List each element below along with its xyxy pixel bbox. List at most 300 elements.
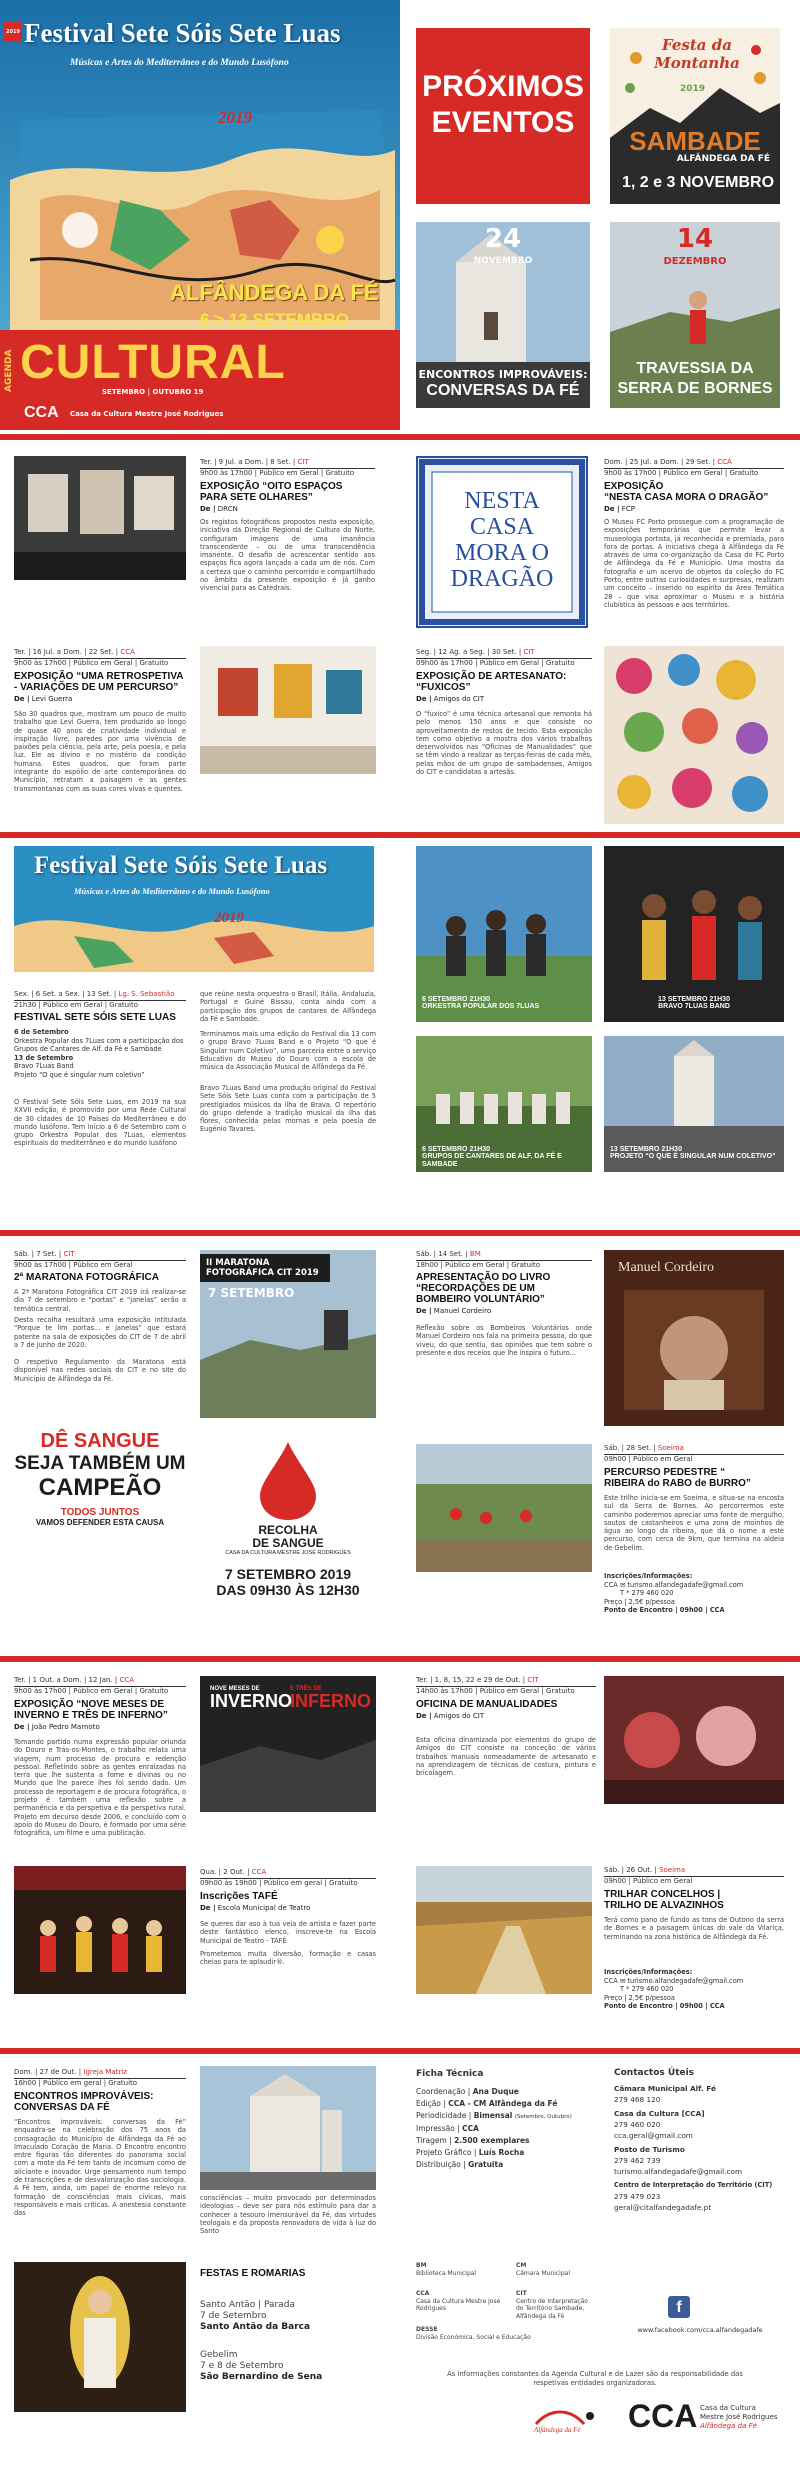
sangue-l4: TODOS JUNTOS [60,1507,140,1518]
recolha-l2: DE SANGUE [252,1536,324,1550]
festival-cap-4a: 13 SETEMBRO 21H30 [610,1146,682,1153]
fuxicos-by-label: De | [416,695,432,703]
festival-title: FESTIVAL SETE SÓIS SETE LUAS [14,1012,176,1023]
maratona-meta [14,1250,186,1270]
contactos-uteis [614,2068,786,2213]
bombeiro-text: Reflexão sobre os Bombeiros Voluntários onde Manuel Cordeiro nos fala na primeira pessoa, do que viveu, do que sentiu, das opiniões que tem sobre o presente e dos receios que lhe inspira o futuro... [416,1324,592,1357]
ficha-value: 2.500 exemplares [454,2136,530,2145]
fuxicos-meta [416,648,592,668]
inverno-book-l3: E TRÊS DE [290,1686,322,1692]
maratona-title: 2ª MARATONA FOTOGRÁFICA [14,1272,159,1283]
footer-cca-text [700,2404,777,2431]
oito-text: Os registos fotográficos propostos nesta exposição, iniciativa da Direção Regional de Cultura do Norte, configuram imagens de uma imanência transcendente – ou de uma transcendência imanente. O desafio de acrescentar sentido aos espaços fica agora lançado a cada um de nós. Com a certeza que o caminho percorrido e compartilhado no âmbito da presente exposição é já ganho vivencial para as Catedrais. [200,518,375,593]
ficha-period-note: (Setembro, Outubro) [514,2114,572,2120]
dragao-by: FCP [621,505,635,513]
cover-year-badge: 2019 [4,22,22,42]
ficha-value: Luís Rocha [478,2148,525,2157]
bombeiro-time: 18h00 | Público em Geral | Gratuito [416,1261,541,1269]
sched1-text: Orkestra Popular dos 7Luas com a participação dos Grupos de Cantares de Alf. da Fé e Sambade [14,1036,184,1053]
inverno-meta [14,1676,186,1696]
tafe-time: 09h00 às 19h00 | Público em geral | Gratuito [200,1879,358,1887]
recolha-date: 7 SETEMBRO 2019 [224,1566,352,1582]
inverno-book-l1: NOVE MESES DE [210,1686,260,1692]
maratona-poster-label [200,1254,330,1282]
dragao-tile-line-1: NESTA [464,488,540,514]
festa-town: ALFÂNDEGA DA FÉ [676,154,770,164]
trilhar-meta [604,1866,784,1886]
festival-text-right-3: Bravo 7Luas Band uma produção original do Festival Sete Sóis Sete Luas conta com a participação de 5 prestigiados músicos da ilha de Brava. O repertório do grupo defende a tradição musical da ilha das flores, conhecida pelas mornas e pela poesia de Eugénio Tavares. [200,1084,376,1134]
percurso-ponto: Ponto de Encontro | 09h00 | CCA [604,1606,725,1614]
festival-photo-1 [416,846,592,1022]
manual-meta [416,1676,596,1696]
percurso-venue: Soeima [657,1444,684,1452]
sched1-date: 6 de Setembro [14,1028,69,1036]
inverno-venue: CCA [119,1676,135,1684]
footer-muni-logo [530,2402,610,2438]
festival-cap-4 [610,1146,776,1161]
inverno-by-label: De | [14,1723,30,1731]
encontros-date: Dom. | 27 de Out. | [14,2068,82,2076]
muni-logo-text: Alfândega da Fé [534,2426,581,2434]
encontros-photo [200,2066,376,2190]
festival-text-right-1: que reúne nesta orquestra o Brasil, Itália, Andaluzia, Portugal e Guiné Bissau, conta ainda com a participação dos grupos de cantares de Alfândega da Fé e Sambade. [200,990,376,1023]
trilhar-venue: Soeima [659,1866,686,1874]
maratona-time: 9h00 às 17h00 | Público em Geral [14,1261,133,1269]
c4-name: Centro de Interpretação do Território (CIT) [614,2181,773,2189]
trilhar-price: Preço | 2,5€ p/pessoa [604,1993,675,2002]
inverno-text: Tomando partido numa expressão popular oriunda do Douro e Trás-os-Montes, o trabalho relata uma viagem, num processo de procura e redenção pessoal. Refletindo sobre as gentes enraizadas na terra que lhe sustenta a fome e divinas ou no Mundo que lhe parece lhes foi sendo dado. Um processo de reportagem e de procura fotográfica, o projeto é também uma reflexão sobre a permanência e da perspetiva e da perspetiva rural. Projeto em decurso desde 2006, e concluído com o apoio do Museu do Douro, é formado por uma série fotográfica, um filme e uma publicação. [14,1738,186,1838]
festa-place: SAMBADE [629,126,761,156]
dragao-title-2: “NESTA CASA MORA O DRAGÃO” [604,492,769,503]
ficha-row [416,2135,596,2147]
festa-dates: 1, 2 e 3 NOVEMBRO [622,174,775,191]
retro-photo [200,646,376,774]
oito-author [200,505,238,513]
encontros-venue: Igreja Matriz [83,2068,127,2076]
autumn-trail-photo [416,1866,592,1994]
ficha-rows [416,2086,596,2171]
bombeiro-by-label: De | [416,1307,432,1315]
bombeiro-cover-author: Manuel Cordeiro [618,1260,715,1275]
maratona-text-1: A 2ª Maratona Fotográfica CIT 2019 irá realizar-se dia 7 de setembro e “portas” e “janelas” serão a temática central. [14,1288,186,1313]
trilhar-insc: Inscrições/Informações: [604,1968,693,1976]
tafe-title: Inscrições TAFÉ [200,1891,278,1902]
percurso-text: Este trilho inicia-se em Soeima, e situa-se na encosta sul da Serra de Bornes. Ao percorrermos este caminho poderemos apreciar uma fonte de mergulho, soutos de castanheiros e uma zona de moinhos de água ao longo da ribeira, que dá o nome a este percurso, com cerca de 9km, que termina na aldeia de Gebelim. [604,1494,784,1552]
festival-banner-title: Festival Sete Sóis Sete Luas [34,852,328,879]
trilhar-ponto: Ponto de Encontro | 09h00 | CCA [604,2002,725,2010]
tafe-meta [200,1868,376,1888]
ficha-row [416,2110,596,2123]
legend-bm-key: BM [416,2262,427,2269]
festa-1-date: 7 de Setembro [200,2311,267,2321]
bombeiro-title-1: APRESENTAÇÃO DO LIVRO [416,1272,551,1283]
bombeiro-by: Manuel Cordeiro [433,1307,492,1315]
maratona-text-2: Desta recolha resultará uma exposição intitulada “Porque te lim portas... e janelas” que estará patente na sala de exposições do CIT de 7 de abril a 7 de junho de 2020. [14,1316,186,1349]
percurso-photo [416,1444,592,1572]
legend-cit [516,2290,596,2320]
maratona-date: Sáb. | 7 Set. | [14,1250,62,1258]
trilhar-title-2: TRILHO DE ALVAZINHOS [604,1900,724,1911]
oito-espacos-photo [14,456,186,580]
sangue-campaign [14,1430,186,1527]
sangue-l5: VAMOS DEFENDER ESTA CAUSA [35,1518,165,1527]
legend-cm-key: CM [516,2262,527,2269]
event2-month: NOVEMBRO [473,256,533,266]
fuxicos-author [416,695,484,703]
dragao-tile-line-4: DRAGÃO [450,566,554,592]
cover-cultural-title: CULTURAL [20,336,286,389]
tafe-venue: CCA [251,1868,267,1876]
maratona-text-3: O respetivo Regulamento da Maratona está disponível nas redes sociais do CIT e no site do Município de Alfândega da Fé. [14,1358,186,1383]
legend-cm-value: Câmara Municipal [516,2269,571,2277]
festival-cap-1 [422,996,539,1011]
cover-cca-name: Casa da Cultura Mestre José Rodrigues [70,410,224,418]
oito-by-label: De | [200,505,216,513]
section-divider [0,2048,800,2054]
igreja-photo [200,2066,376,2190]
festa-2-date: 7 e 8 de Setembro [200,2361,284,2371]
festival-photo-2 [604,846,784,1022]
facebook-icon[interactable]: f [668,2296,690,2318]
maratona-poster-l2: FOTOGRÁFICA CIT 2019 [206,1268,319,1278]
inverno-title-1: EXPOSIÇÃO “NOVE MESES DE [14,1699,165,1710]
sangue-l1: DÊ SANGUE [40,1430,160,1452]
festival-text-left: O Festival Sete Sóis Sete Luas, em 2019 na sua XXVII edição, é promovido por uma Rede Cultural de 30 cidades de 10 Países do Mediterrâneo e do mundo lusófono. Tem início a 6 de Setembro com o grupo Orkestra Popular dos 7Luas, elementos espirituais do mediterrâneo e do mundo lusófono [14,1098,186,1148]
dragao-time: 9h00 às 17h00 | Público em Geral | Gratuito [604,469,759,477]
oito-time: 9h00 às 17h00 | Público em Geral | Gratuito [200,469,355,477]
recolha-text [200,1524,376,1598]
ficha-key: Coordenação | [416,2087,471,2096]
legend-cit-value: Centro de Interpretação do Território Sambade, Alfândega da Fé [516,2297,588,2320]
festival-schedule [14,1028,186,1079]
dragao-tile-text [432,488,572,592]
recolha-time: DAS 09H30 ÀS 12H30 [216,1582,360,1598]
tafe-text-2: Prometemos muita diversão, formação e casas cheias para te aplaudir®. [200,1950,376,1967]
festival-cap-2b: BRAVO 7LUAS BAND [658,1003,730,1011]
festas-photo [14,2262,186,2412]
retro-meta [14,648,186,668]
trilhar-contact-2: T * 279 460 020 [620,1985,674,1993]
festival-banner-year: 2019 [214,910,244,926]
manual-by: Amigos do CIT [433,1712,485,1720]
ficha-tecnica [416,2068,596,2171]
ficha-value: Ana Duque [472,2087,519,2096]
festa-2 [200,2350,322,2383]
facebook-link[interactable]: www.facebook.com/cca.alfandegadafe [637,2326,763,2334]
fuxicos-date: Seg. | 12 Ag. a Seg. | 30 Set. | [416,648,522,656]
tafe-photo [14,1866,186,1994]
festas-heading: FESTAS E ROMARIAS [200,2268,306,2279]
inverno-by: João Pedro Marnoto [31,1723,100,1731]
footer-cca-logo: CCA [628,2398,698,2434]
festival-cap-1a: 6 SETEMBRO 21H30 [422,996,491,1003]
inverno-title-2: INVERNO E TRÊS DE INFERNO” [14,1710,168,1721]
festival-time: 21h30 | Público em Geral | Gratuito [14,1001,139,1009]
c1-tel: 279 468 120 [614,2095,661,2104]
oito-title-1: EXPOSIÇÃO “OITO ESPAÇOS [200,481,343,492]
travessia-poster [610,222,780,408]
fuxicos-by: Amigos do CIT [433,695,485,703]
festival-cap-2 [604,996,784,1011]
ficha-key: Periodicidade | [416,2111,472,2120]
festival-cap-1b: ORKESTRA POPULAR DOS 7LUAS [422,1003,540,1011]
proximos-title-2: EVENTOS [431,106,575,139]
festival-banner-subtitle: Músicas e Artes do Mediterrâneo e do Mundo Lusófono [74,886,270,896]
inverno-author [14,1723,100,1731]
cover-dates: 6 > 13 SETEMBRO [200,310,349,329]
encontros-text-left: “Encontros improváveis: conversas da Fé” enquadra-se na celebração dos 75 anos da consagração do Município de Alfândega da Fé ao Imaculado Coração de Maria. O Encontro encontro entre figuras tão diferentes do panorama social com a mote da Fé tem tanto de incomum como de aliciante e inovador. Urge pensamento num tempo de transcrições e de desvalorização das sociologia. A Fé tem, ainda, um papel de enorme relevo na formação de consciências mais cívicas, mais responsáveis e mais críticas. A anestesia constante das [14,2118,186,2218]
bombeiro-venue: BM [469,1250,481,1258]
encontros-text-right: consciências – muito provocado por determinados ideologias – deve ser para nós estímulo para dar a conhecer a tesouro imensurável da Fé, das virtudes teologais e da proposta renovadora de vida à luz do Santo [200,2194,376,2236]
ficha-value: Gratuita [468,2160,504,2169]
event3-month: DEZEMBRO [663,256,727,267]
festival-text-right-2: Terminamos mais uma edição do Festival dia 13 com o grupo Bravo 7Luas Band e o Projeto “O que é Singular num Coletivo”, uma parceria entre o serviço Educativo do Museu do Douro com a escola de música da Associação Musical de Alfândega da Fé. [200,1030,376,1072]
theatre-photo [14,1866,186,1994]
legend-cit-key: CIT [516,2290,527,2297]
event3-title-2: SERRA DE BORNES [617,380,773,397]
percurso-info [604,1572,784,1615]
manual-venue: CIT [527,1676,539,1684]
ficha-row [416,2147,596,2159]
cover-location: ALFÂNDEGA DA FÉ [170,280,379,305]
exhibition-photo [200,646,376,774]
festival-cap-4b: PROJETO “O QUE É SINGULAR NUM COLETIVO” [610,1153,776,1161]
retro-by-label: De | [14,695,30,703]
festa-2-place: Gebelim [200,2350,238,2360]
legend-bm [416,2262,506,2277]
legend-desse-key: DESSE [416,2326,438,2333]
bombeiro-book-cover [604,1250,784,1426]
fuxicos-title-2: “FUXICOS” [416,682,471,693]
section-divider [0,1656,800,1662]
inverno-book-l4: INFERNO [290,1691,371,1711]
cover-panel [0,0,400,430]
dragao-venue: CCA [717,458,732,466]
ficha-key: Projeto Gráfico | [416,2148,477,2157]
trilhar-date: Sáb. | 26 Out. | [604,1866,657,1874]
festival-meta [14,990,186,1010]
dragao-text: O Museu FC Porto prossegue com a programação de exposições temporárias que permite levar a museologia portista, já reconhecida e premiada, para fora de portas. A iniciativa chega à Alfândega da Fé através de uma co-organização da Casa do FC Porto de Alfândega da Fé e Município. Uma mostra da fotografia e um acervo de objetos da coleção do FC Porto, entre outras curiosidades e surpresas, realizam um conceito – inserido no espírito da Área Temática 28 – que visa aproximar o Museu e a história clubística às pessoas e aos territórios. [604,518,784,609]
sched2-date: 13 de Setembro [14,1053,74,1062]
oito-meta [200,458,375,478]
fuxicos-time: 09h00 às 17h00 | Público em Geral | Gratuito [416,659,575,667]
event2-day: 24 [484,224,522,254]
oito-date: Ter. | 9 Jul. a Dom. | 8 Set. | [200,458,296,466]
legend-desse-value: Divisão Económica, Social e Educação [416,2333,531,2341]
percurso-meta [604,1444,784,1464]
manual-title: OFICINA DE MANUALIDADES [416,1699,558,1710]
manual-photo [604,1676,784,1804]
trilhar-info [604,1968,784,2011]
sched2-text: Bravo 7Luas Band [14,1062,74,1070]
inverno-time: 9h00 às 17h00 | Público em Geral | Gratuito [14,1687,169,1695]
percurso-date: Sáb. | 28 Set. | [604,1444,656,1452]
c1-name: Câmara Municipal Alf. Fé [614,2084,716,2093]
festival-cap-3 [422,1146,592,1168]
retro-title-1: EXPOSIÇÃO “UMA RETROSPETIVA [14,671,184,682]
event2-title-1: ENCONTROS IMPROVÁVEIS: [418,368,588,381]
sangue-l3: CAMPEÃO [38,1474,162,1501]
hikers-photo [416,1444,592,1572]
inverno-date: Ter. | 1 Out. a Dom. | 12 Jan. | [14,1676,118,1684]
ficha-key: Edição | [416,2099,446,2108]
encontros-title-1: ENCONTROS IMPROVÁVEIS: [14,2091,154,2102]
retro-title-2: - VARIAÇÕES DE UM PERCURSO” [14,682,179,693]
festa-year: 2019 [680,84,706,94]
ficha-row [416,2159,596,2171]
encontros-time: 16h00 | Público em geral | Gratuito [14,2079,138,2087]
trilhar-text: Terá como pano de fundo as tons de Outono da serra de Bornes e a paisagem únicas do vale da Vilariça, terminando na zona histórica de Alfândega da Fé. [604,1916,784,1941]
percurso-title-2: RIBEIRA do RABO de BURRO” [604,1478,751,1489]
bombeiro-author [416,1307,491,1315]
fuxicos-photo [604,646,784,824]
percurso-contact-1: CCA ✉ turismo.alfandegadafe@gmail.com [604,1580,744,1589]
manual-by-label: De | [416,1712,432,1720]
cca-l3: Alfândega da Fé [700,2422,757,2430]
festa-1-place: Santo Antão | Parada [200,2300,295,2310]
festival-date: Sex. | 6 Set. a Sex. | 13 Set. | [14,990,117,998]
inverno-book-text-1 [210,1686,292,1710]
cover-cca-logo: CCA [24,404,59,421]
saint-statue-photo [14,2262,186,2412]
trilhar-title-1: TRILHAR CONCELHOS | [604,1889,721,1900]
trilhar-contact-1: CCA ✉ turismo.alfandegadafe@gmail.com [604,1976,744,1985]
tafe-text-1: Se queres dar aso à tua veia de artista e fazer parte deste fantástico elenco, inscreve-te na Escola Municipal de Teatro - TAFÉ [200,1920,376,1945]
manual-author [416,1712,484,1720]
gallery-photo [14,456,186,580]
legend-bm-value: Biblioteca Municipal [416,2269,477,2277]
bombeiro-meta [416,1250,592,1270]
c3-tel: 279 462 739 [614,2156,661,2165]
festival-cap-2a: 13 SETEMBRO 21H30 [658,996,730,1003]
inverno-book-l2: INVERNO [210,1691,293,1711]
book-cover-art [604,1250,784,1426]
encontros-meta [14,2068,186,2088]
c2-mail[interactable]: cca.geral@gmail.com [614,2131,693,2140]
legend-cca-key: CCA [416,2290,430,2297]
c3-name: Posto de Turismo [614,2145,685,2154]
festa-2-name: São Bernardino de Sena [200,2372,323,2382]
section-divider [0,832,800,838]
dragao-tile-line-3: MORA O [454,540,550,566]
inverno-book-text-2 [290,1686,371,1710]
event2-title-2: CONVERSAS DA FÉ [426,382,580,399]
ficha-row [416,2098,596,2110]
ficha-row [416,2086,596,2098]
bombeiro-title-2: “RECORDAÇÕES DE UM [416,1283,535,1294]
ficha-value: CCA - CM Alfândega da Fé [448,2099,558,2108]
ficha-key: Tiragem | [416,2136,452,2145]
recolha-l1: RECOLHA [258,1523,318,1537]
fabric-flowers-photo [604,646,784,824]
manual-date: Ter. | 1, 8, 15, 22 e 29 de Out. | [416,1676,526,1684]
proximos-title-1: PRÓXIMOS [422,70,584,103]
legend-desse [416,2326,596,2341]
event3-title-1: TRAVESSIA DA [636,360,754,377]
blood-drop-icon [258,1442,318,1520]
c2-tel: 279 460 020 [614,2120,661,2129]
festa-montanha-poster [610,28,780,204]
festival-venue: Lg. S. Sebastião [118,990,175,998]
percurso-contact-2: T * 279 460 020 [620,1589,674,1597]
ficha-key: Distribuição | [416,2160,466,2169]
retro-date: Ter. | 16 Jul. a Dom. | 22 Set. | [14,648,119,656]
tafe-by-label: De | [200,1904,216,1912]
cca-l2: Mestre José Rodrigues [700,2413,778,2421]
festival-banner [14,846,374,972]
tafe-author [200,1904,310,1912]
oito-by: DRCN [217,505,238,513]
crafts-photo [604,1676,784,1804]
manual-time: 14h00 às 17h00 | Público em Geral | Gratuito [416,1687,575,1695]
fuxicos-text: O “fuxico” é uma técnica artesanal que remonta há pelo menos 150 anos e que consiste no aproveitamento de restos de tecido. Esta exposição tem como objetivo a mostra dos vários trabalhos desenvolvidos nas “Oficinas de Manualidades” que se têm vindo a realizar as terças-feiras de cada mês, pelas mãos de um grupo de sambadenses, Amigos do CIT e candidatas a artesãs. [416,710,592,777]
manual-text: Esta oficina dinamizada por elementos do grupo de Amigos do CIT consiste na conceção de vários trabalhos manuais nomeadamente de artesanato e na aprendizagem de técnicas de costura, pintura e bricolagem. [416,1736,596,1778]
festa-1 [200,2300,310,2333]
ficha-key: Impressão | [416,2124,460,2133]
legend-cca-value: Casa da Cultura Mestre José Rodrigues [416,2297,501,2312]
cover-period: SETEMBRO | OUTUBRO 19 [102,388,204,396]
ficha-value: Bimensal [473,2111,513,2120]
c2-name: Casa da Cultura [CCA] [614,2109,705,2118]
section-divider [0,434,800,440]
dragao-tile [416,456,588,628]
legend-cm [516,2262,596,2277]
maratona-poster [200,1250,376,1418]
festival-photo-4 [604,1036,784,1172]
tafe-by: Escola Municipal de Teatro [217,1904,311,1912]
retro-time: 9h00 às 17h00 | Público em Geral | Gratuito [14,659,169,667]
c3-mail[interactable]: turismo.alfandegadafe@gmail.com [614,2167,743,2176]
cca-l1: Casa da Cultura [700,2404,756,2412]
oito-venue: CIT [297,458,309,466]
event3-day: 14 [676,224,714,254]
percurso-time: 09h00 | Público em Geral [604,1455,693,1463]
conversas-fe-poster [416,222,590,408]
cover-festival-subtitle: Músicas e Artes do Mediterrâneo e do Mundo Lusófono [70,58,289,68]
footer-note: As informações constantes da Agenda Cultural e de Lazer são da responsabilidade das respetivas entidades organizadoras. [447,2370,743,2387]
bombeiro-date: Sáb. | 14 Set. | [416,1250,468,1258]
percurso-insc: Inscrições/Informações: [604,1572,693,1580]
dragao-title-1: EXPOSIÇÃO [604,481,664,492]
oito-title-2: PARA SETE OLHARES” [200,492,313,503]
recolha-l3: CASA DA CULTURA MESTRE JOSÉ RODRIGUES [225,1550,351,1556]
retro-by: Levi Guerra [31,695,73,703]
tafe-date: Qua. | 2 Out. | [200,1868,250,1876]
c4-mail[interactable]: geral@citalfandegadafe.pt [614,2203,712,2212]
cover-festival-title: Festival Sete Sóis Sete Luas [24,18,341,48]
dragao-tile-line-2: CASA [469,514,535,540]
bombeiro-title-3: BOMBEIRO VOLUNTÁRIO” [416,1294,545,1305]
sched2-text2: Projeto “O que é singular num coletivo” [14,1070,145,1079]
trilhar-time: 09h00 | Público em Geral [604,1877,693,1885]
festival-photo-3 [416,1036,592,1172]
ficha-row [416,2123,596,2135]
festa-script: Festa da Montanha [654,36,740,72]
trilhar-photo [416,1866,592,1994]
retro-venue: CCA [120,648,135,656]
c4-tel: 279 479 023 [614,2192,661,2201]
festival-cap-3b: GRUPOS DE CANTARES DE ALF. DA FÉ E SAMBADE [422,1153,562,1168]
cover-agenda-label: AGENDA [4,349,14,392]
section-divider [0,1230,800,1236]
festa-1-name: Santo Antão da Barca [200,2322,311,2332]
dragao-author [604,505,635,513]
retro-author [14,695,72,703]
retro-text: São 30 quadros que, mostram um pouco de muito trabalho que Levi Guerra, tem produzido ao longo de quase 40 anos de criatividade individual e inspiração livre, paredes por uma vivência de paixões pela ciência, pela arte, pela poesia, e pela luz. Ele as divino e no mistério da condição humana. Estes quadros, que foram parte integrante do espólio de arte contemporânea do Município, retratam a paisagem e as gentes transmontanas com as suas cores vivas e quentes. [14,710,186,793]
maratona-poster-date: 7 SETEMBRO [208,1286,295,1300]
festival-cap-3a: 6 SETEMBRO 21H30 [422,1146,491,1153]
ficha-heading: Ficha Técnica [416,2069,484,2079]
